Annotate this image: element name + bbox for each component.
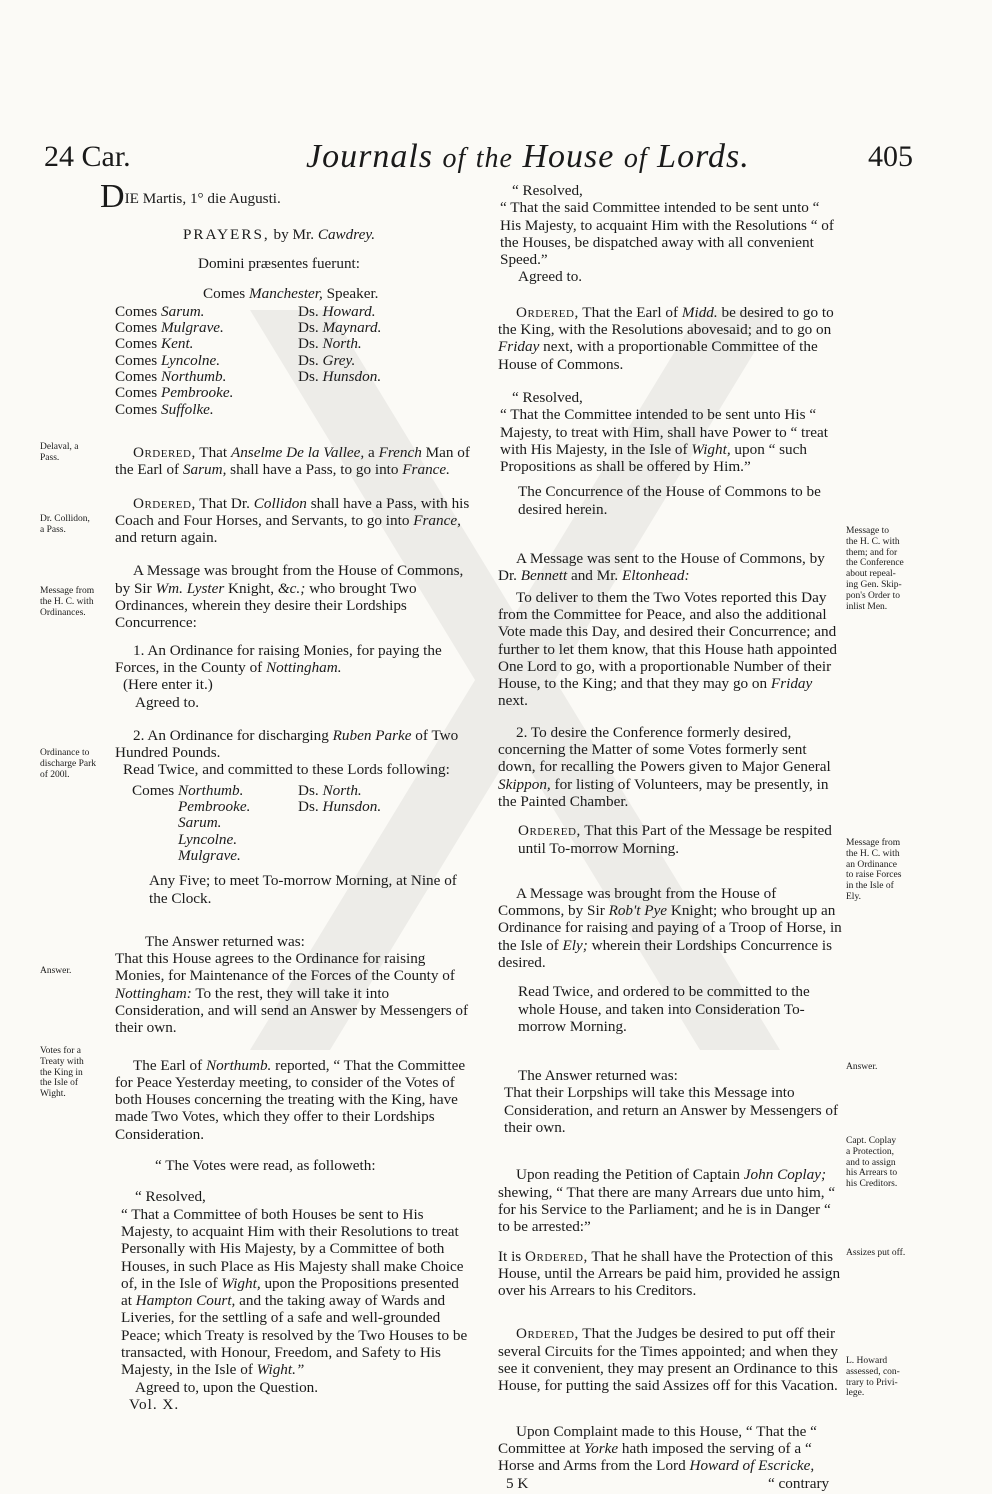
agreed-right-1: Agreed to. bbox=[518, 268, 583, 286]
resolved-right-1: “ Resolved, bbox=[512, 182, 583, 199]
margin-note-left: Votes for a Treaty with the King in the Isle of Wight. bbox=[40, 1046, 84, 1100]
vote-1: “ That a Committee of both Houses be sent to His Majesty, to acquaint Him with their Resolutions to treat Personally with His Majesty, by a Committee of both Houses, in such Place as His Majesty shall make Choice of, in the Isle of Wight, upon the Propositions presented at Hampton Court, and the taking away of Wards and Liveries, for the settling of a safe and well-grounded Peace; which Treaty is resolved by the Two Houses to be transacted, with Honour, Freedom, and Safety to His Majesty, in the Isle of Wight.” bbox=[121, 1205, 468, 1379]
left-column bbox=[100, 178, 473, 1413]
agreed-1: Agreed to. bbox=[135, 693, 200, 711]
answer-right: That their Lorpships will take this Message into Consideration, and return an Answer by Messengers of their own. bbox=[504, 1084, 839, 1137]
lord-entry: Comes Pembrooke. bbox=[115, 384, 234, 402]
lord-entry: Lyncolne. bbox=[178, 830, 238, 848]
respite: Ordered, That this Part of the Message be respited until To-morrow Morning. bbox=[518, 822, 832, 857]
answer-left: That this House agrees to the Ordinance for raising Monies, for Maintenance of the Forces of the County of Nottingham: To the rest, they will take it into Consideration, and will send an Answer by Messengers of their own. bbox=[115, 950, 469, 1037]
answer-heading-right: The Answer returned was: bbox=[518, 1067, 678, 1085]
enter-note: (Here enter it.) bbox=[123, 676, 213, 694]
margin-note-right: Message to the H. C. with them; and for the Conference about repeal- ing Gen. Skip- pon's Order to inlist Men. bbox=[846, 526, 904, 612]
lord-entry: Ds. Grey. bbox=[298, 351, 356, 369]
ordinance-1: 1. An Ordinance for raising Monies, for paying the Forces, in the County of Nottingham. bbox=[115, 641, 442, 676]
margin-note-right: Message from the H. C. with an Ordinance to raise Forces in the Isle of Ely. bbox=[846, 838, 902, 902]
prayers-line: PRAYERS, by Mr. Cawdrey. bbox=[182, 226, 376, 243]
message-lyster: A Message was brought from the House of Commons, by Sir Wm. Lyster Knight, &c.; who brought Two Ordinances, wherein they desire their Lordships Concurrence: bbox=[115, 562, 464, 632]
lord-entry: Comes Sarum. bbox=[115, 302, 205, 320]
committee-lords bbox=[132, 783, 381, 864]
protection: It is Ordered, That he shall have the Protection of this House, until the Arrears be paid him, provided he assign over his Arrears to his Creditors. bbox=[498, 1247, 841, 1300]
lord-entry: Comes Northumb. bbox=[132, 781, 244, 799]
order-judges: Ordered, That the Judges be desired to put off their several Circuits for the Times appointed; and when they see it convenient, they may present an Ordinance to this House, for putting the said Assizes off for this Vacation. bbox=[498, 1325, 838, 1395]
answer-heading-left: The Answer returned was: bbox=[145, 932, 305, 950]
agreed-question: Agreed to, upon the Question. bbox=[135, 1378, 319, 1396]
report-northumb: The Earl of Northumb. reported, “ That the Committee for Peace Yesterday meeting, to consider of the Votes of both Houses concerning the treating with the King, have made Two Votes, which they offer to their Lordships Consideration. bbox=[115, 1056, 466, 1143]
petition-coplay: Upon reading the Petition of Captain John Coplay; shewing, “ That there are many Arrears due unto him, “ for his Service to the Parliament; and he is in Danger “ to be arrested:” bbox=[498, 1166, 836, 1236]
margin-note-right: L. Howard assessed, con- trary to Privi- lege. bbox=[846, 1356, 900, 1399]
speaker-line: Comes Manchester, Speaker. bbox=[203, 284, 379, 302]
order-delaval: Ordered, That Anselme De la Vallee, a French Man of the Earl of Sarum, shall have a Pass, to go into France. bbox=[115, 443, 470, 479]
ordinance-2: 2. An Ordinance for discharging Ruben Parke of Two Hundred Pounds. bbox=[115, 726, 459, 762]
lord-entry: Comes Kent. bbox=[115, 335, 194, 353]
complaint-howard: Upon Complaint made to this House, “ That the “ Committee at Yorke hath imposed the serving of a “ Horse and Arms from the Lord Howard of Escricke, bbox=[498, 1422, 817, 1475]
dropcap: D bbox=[100, 178, 125, 215]
signature-mark: 5 K bbox=[506, 1474, 529, 1492]
running-title: Journals of the House of Lords. bbox=[306, 138, 750, 175]
catchword: “ contrary bbox=[768, 1474, 830, 1492]
deliver-votes: To deliver to them the Two Votes reported this Day from the Committee for Peace, and also the additional Vote made this Day, and desired their Concurrence; and further to let them know, that this House hath appointed One Lord to go, with a proportionable Number of their House, to the King; and that they may go on Friday next. bbox=[498, 588, 837, 710]
order-collidon: Ordered, That Dr. Collidon shall have a Pass, with his Coach and Four Horses, and Servants, to go into France, and return again. bbox=[115, 494, 470, 547]
order-midd: Ordered, That the Earl of Midd. be desired to go to the King, with the Resolutions abovesaid; and to go on Friday next, with a proportionable Committee of the House of Commons. bbox=[498, 303, 834, 373]
lord-entry: Ds. Hunsdon. bbox=[298, 368, 382, 386]
right-column bbox=[498, 182, 844, 1493]
margin-note-right: Answer. bbox=[846, 1062, 878, 1072]
margin-note-left: Delaval, a Pass. bbox=[40, 442, 79, 463]
lord-entry: Comes Suffolke. bbox=[115, 400, 214, 418]
resolved-left: “ Resolved, bbox=[135, 1188, 206, 1206]
lord-entry: Pembrooke. bbox=[178, 798, 251, 816]
footer-line bbox=[498, 1475, 844, 1493]
concurrence: The Concurrence of the House of Commons to be desired herein. bbox=[518, 483, 821, 518]
lord-entry: Ds. Hunsdon. bbox=[298, 798, 382, 816]
lord-entry: Sarum. bbox=[178, 814, 222, 832]
resolved-right-2: “ Resolved, bbox=[512, 388, 583, 406]
read-twice: Read Twice, and committed to these Lords following: bbox=[123, 761, 450, 779]
lord-entry: Comes Northumb. bbox=[115, 368, 227, 386]
margin-note-left: Answer. bbox=[40, 966, 72, 976]
lords-present bbox=[115, 304, 381, 418]
lord-entry: Ds. Howard. bbox=[298, 302, 376, 320]
margin-note-left: Dr. Collidon, a Pass. bbox=[40, 514, 90, 535]
present-heading: Domini præsentes fuerunt: bbox=[198, 255, 360, 273]
conference: 2. To desire the Conference formerly desired, concerning the Matter of some Votes formerly sent down, for recalling the Powers given to Major General Skippon, for listing of Volunteers, may be presently, in the Painted Chamber. bbox=[498, 723, 831, 810]
margin-note-left: Ordinance to discharge Park of 200l. bbox=[40, 748, 97, 780]
message-sent: A Message was sent to the House of Commons, by Dr. Bennett and Mr. Eltonhead: bbox=[498, 550, 825, 585]
lord-entry: Ds. Maynard. bbox=[298, 319, 382, 337]
message-pye: A Message was brought from the House of Commons, by Sir Rob't Pye Knight; who brought up an Ordinance for raising and paying of a Troop of Horse, in the Isle of Ely; wherein their Lordships Concurrence is desired. bbox=[498, 884, 842, 971]
margin-note-right: Assizes put off. bbox=[846, 1248, 906, 1258]
votes-read: “ The Votes were read, as followeth: bbox=[155, 1157, 376, 1175]
lord-entry: Comes Mulgrave. bbox=[115, 319, 224, 337]
lord-entry: Comes Lyncolne. bbox=[115, 351, 221, 369]
date-line: DIE Martis, 1° die Augusti. bbox=[100, 178, 281, 215]
margin-note-left: Message from the H. C. with Ordinances. bbox=[40, 586, 95, 618]
running-head-left: 24 Car. bbox=[44, 140, 131, 173]
margin-note-right: Capt. Coplay a Protection, and to assign his Arrears to his Creditors. bbox=[846, 1136, 898, 1190]
volume-label: Vol. X. bbox=[129, 1395, 180, 1413]
lord-entry: Ds. North. bbox=[298, 781, 362, 799]
vote-3: “ That the Committee intended to be sent unto His “ Majesty, to treat with Him, shall have Power to “ treat with His Majesty, in the Isle of Wight, upon “ such Propositions as shall be offered by Him.” bbox=[500, 406, 828, 476]
vote-2: “ That the said Committee intended to be sent unto “ His Majesty, to acquaint Him with the Resolutions “ of the Houses, be dispatched away with all convenient Speed.” bbox=[500, 199, 834, 269]
lord-entry: Mulgrave. bbox=[178, 846, 241, 864]
any-five: Any Five; to meet To-morrow Morning, at Nine of the Clock. bbox=[149, 872, 457, 907]
lord-entry: Ds. North. bbox=[298, 335, 362, 353]
page-number: 405 bbox=[868, 140, 913, 173]
read-twice-right: Read Twice, and ordered to be committed to the whole House, and taken into Consideration To-morrow Morning. bbox=[518, 983, 810, 1035]
